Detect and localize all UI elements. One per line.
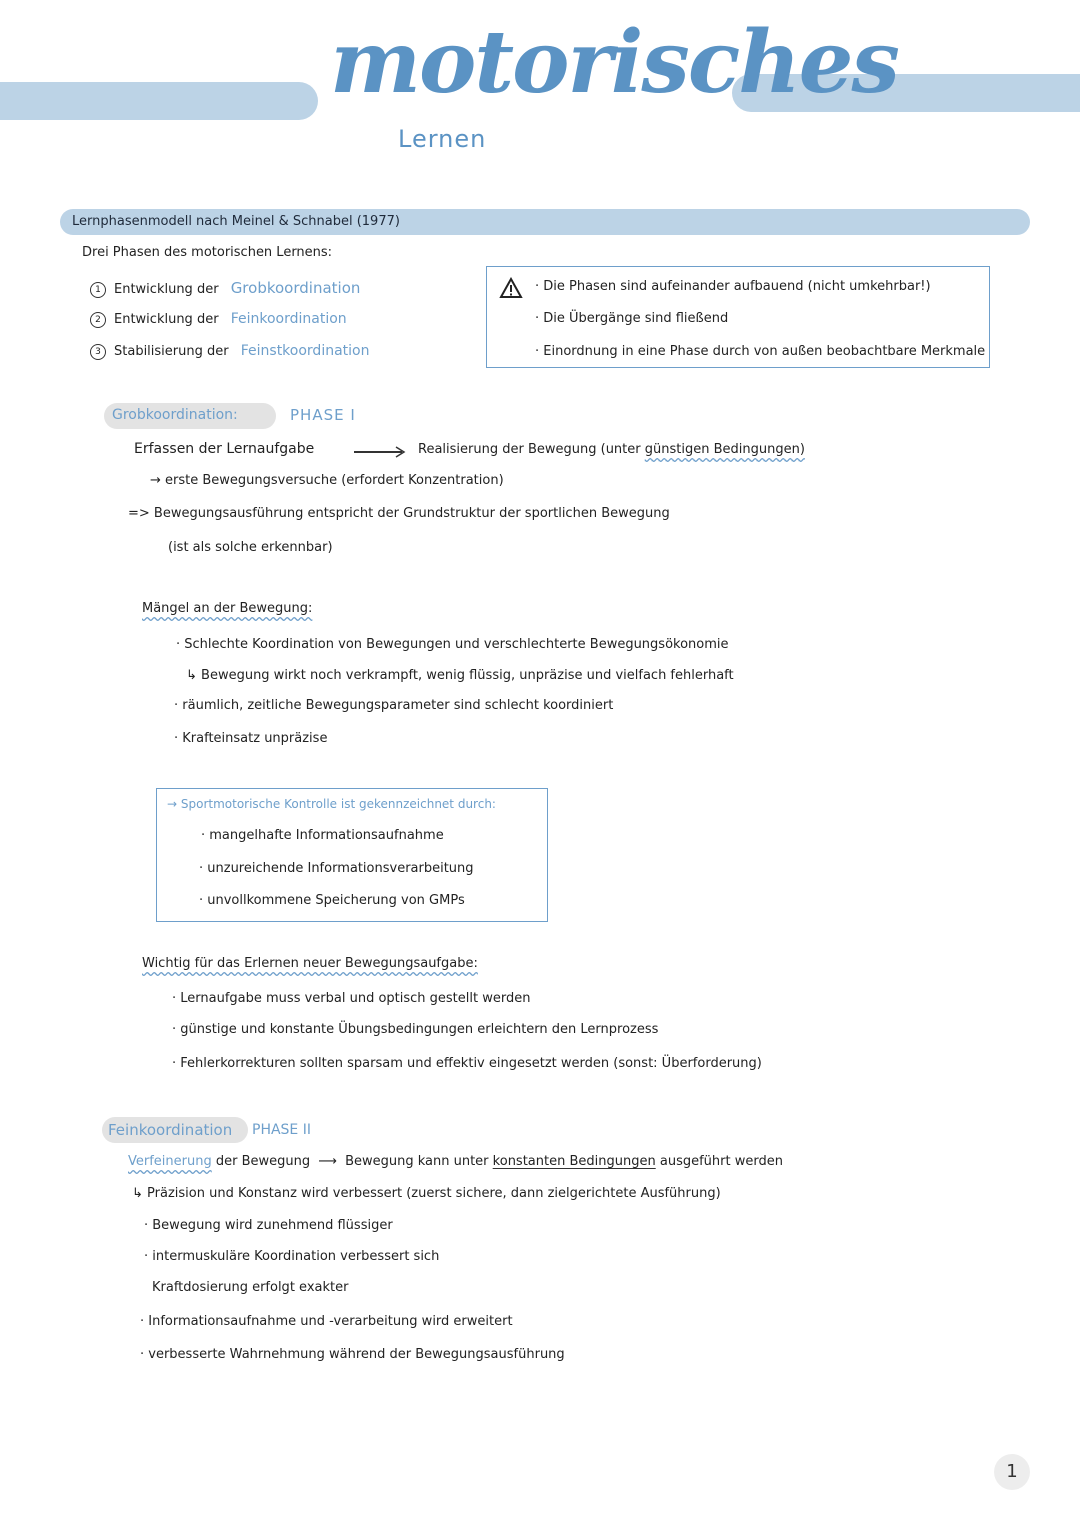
grob-line1-left: Erfassen der Lernaufgabe <box>134 441 315 457</box>
warning-item: · Die Übergänge sind fließend <box>535 311 729 326</box>
fein-item: · intermuskuläre Koordination verbessert sich <box>144 1249 440 1264</box>
header-bar-left <box>0 82 318 120</box>
number-badge: 1 <box>90 282 106 298</box>
warning-icon <box>499 277 523 299</box>
wichtig-item: · Fehlerkorrekturen sollten sparsam und effektiv eingesetzt werden (sonst: Überforderung) <box>172 1056 762 1071</box>
grob-line1-right-b: günstigen Bedingungen) <box>644 442 805 457</box>
maengel-item: · Schlechte Koordination von Bewegungen und verschlechterte Bewegungsökonomie <box>176 637 729 652</box>
section-heading: Lernphasenmodell nach Meinel & Schnabel (1977) <box>72 214 400 229</box>
phase-item-1 <box>90 279 360 298</box>
intro-text: Drei Phasen des motorischen Lernens: <box>82 245 333 260</box>
grob-phase: PHASE I <box>290 406 356 424</box>
grob-line4: (ist als solche erkennbar) <box>168 540 333 555</box>
arrow-right-icon <box>352 446 408 458</box>
page-number: 1 <box>994 1454 1030 1490</box>
fein-item: · Informationsaufnahme und -verarbeitung wird erweitert <box>140 1314 513 1329</box>
fein-line1-b: der Bewegung <box>215 1154 311 1169</box>
grob-line3: => Bewegungsausführung entspricht der Grundstruktur der sportlichen Bewegung <box>128 506 670 521</box>
maengel-item: · Krafteinsatz unpräzise <box>174 731 328 746</box>
kontrolle-title: → Sportmotorische Kontrolle ist gekennzeichnet durch: <box>167 797 496 811</box>
fein-line1-d: konstanten Bedingungen <box>492 1154 656 1169</box>
phase-item-3 <box>90 343 369 360</box>
warning-item: · Die Phasen sind aufeinander aufbauend (nicht umkehrbar!) <box>535 279 931 294</box>
phase-prefix: Stabilisierung der <box>114 344 229 359</box>
phase-prefix: Entwicklung der <box>114 282 219 297</box>
page-subtitle: Lernen <box>398 125 487 153</box>
wichtig-title: Wichtig für das Erlernen neuer Bewegungsaufgabe: <box>142 956 478 971</box>
fein-line2: ↳ Präzision und Konstanz wird verbessert (zuerst sichere, dann zielgerichtete Ausführung) <box>132 1186 721 1201</box>
page-title: motorisches <box>330 12 898 113</box>
number-badge: 3 <box>90 344 106 360</box>
kontrolle-item: · unvollkommene Speicherung von GMPs <box>199 893 465 908</box>
phase-term: Grobkoordination <box>230 279 361 297</box>
grob-label-pill <box>104 403 276 429</box>
fein-line1-a: Verfeinerung <box>128 1154 212 1169</box>
section-heading-bar <box>60 209 1030 235</box>
kontrolle-item: · unzureichende Informationsverarbeitung <box>199 861 474 876</box>
grob-label: Grobkoordination: <box>112 407 238 423</box>
grob-line2: → erste Bewegungsversuche (erfordert Konzentration) <box>150 473 504 488</box>
warning-item: · Einordnung in eine Phase durch von außen beobachtbare Merkmale <box>535 344 986 359</box>
grob-line1-right-a: Realisierung der Bewegung (unter <box>418 442 641 457</box>
phase-term: Feinkoordination <box>230 311 347 327</box>
maengel-title: Mängel an der Bewegung: <box>142 601 313 616</box>
wichtig-item: · günstige und konstante Übungsbedingungen erleichtern den Lernprozess <box>172 1022 659 1037</box>
fein-line1-c: Bewegung kann unter <box>345 1154 489 1169</box>
maengel-item: · räumlich, zeitliche Bewegungsparameter sind schlecht koordiniert <box>174 698 614 713</box>
fein-label-pill <box>102 1117 248 1143</box>
phase-prefix: Entwicklung der <box>114 312 219 327</box>
fein-line1-e: ausgeführt werden <box>659 1154 783 1169</box>
number-badge: 2 <box>90 312 106 328</box>
phase-term: Feinstkoordination <box>240 343 370 359</box>
grob-line1-right <box>418 442 805 457</box>
maengel-item: ↳ Bewegung wirkt noch verkrampft, wenig flüssig, unpräzise und vielfach fehlerhaft <box>186 668 734 683</box>
fein-item: · verbesserte Wahrnehmung während der Bewegungsausführung <box>140 1347 565 1362</box>
arrow-right-icon: ⟶ <box>318 1154 337 1169</box>
kontrolle-box <box>156 788 548 922</box>
phase-item-2 <box>90 311 347 328</box>
warning-box <box>486 266 990 368</box>
fein-item: · Bewegung wird zunehmend flüssiger <box>144 1218 393 1233</box>
fein-line1 <box>128 1154 783 1169</box>
fein-item: Kraftdosierung erfolgt exakter <box>152 1280 349 1295</box>
fein-label: Feinkoordination <box>108 1121 233 1139</box>
wichtig-item: · Lernaufgabe muss verbal und optisch gestellt werden <box>172 991 531 1006</box>
fein-phase: PHASE II <box>252 1122 311 1138</box>
kontrolle-item: · mangelhafte Informationsaufnahme <box>201 828 444 843</box>
